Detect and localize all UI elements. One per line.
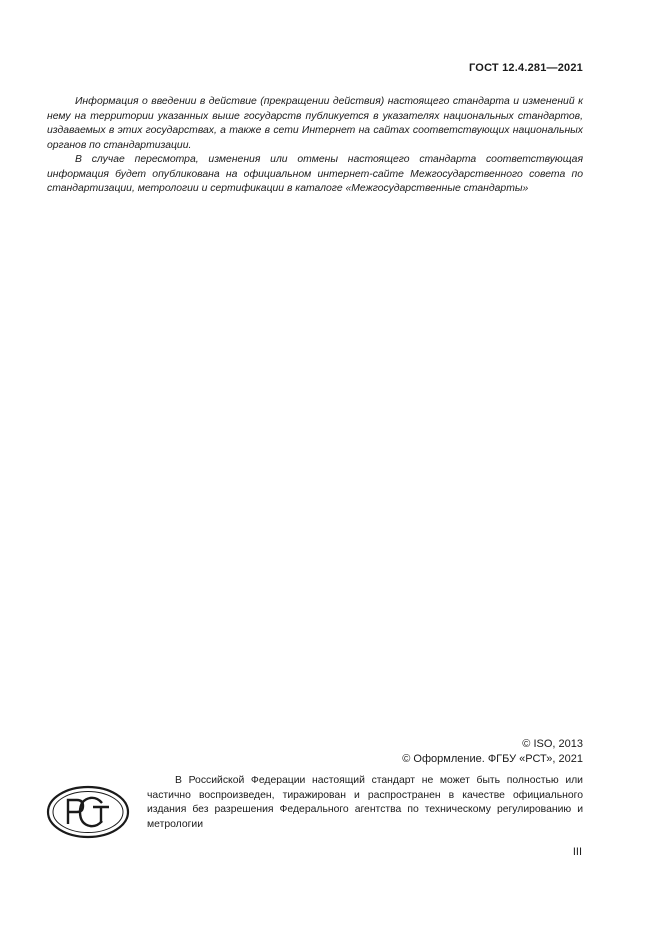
notice-text: В Российской Федерации настоящий стандарт не может быть полностью или частично воспроизведен, тиражирован и распространен в качестве официального издания без разрешения Федерального агентства по техническому регулированию и метрологии — [147, 775, 583, 830]
copyright-iso: © ISO, 2013 — [522, 738, 583, 750]
reproduction-notice — [147, 774, 583, 832]
copyright-design: © Оформление. ФГБУ «РСТ», 2021 — [402, 753, 583, 765]
document-code: ГОСТ 12.4.281—2021 — [469, 62, 583, 74]
info-paragraph: В случае пересмотра, изменения или отмены настоящего стандарта соответствующая информация будет опубликована на официальном интернет-сайте Межгосударственного совета по стандартизации, метрологии и сертификации в каталоге «Межгосударственные стандарты» — [47, 154, 583, 194]
publication-info — [47, 95, 583, 197]
info-paragraph: Информация о введении в действие (прекращении действия) настоящего стандарта и изменений к нему на территории указанных выше государств публикуется в указателях национальных стандартов, издаваемых в этих государствах, а также в сети Интернет на сайтах соответствующих национальных органов по стандартизации. — [47, 96, 583, 151]
rst-logo-icon — [46, 785, 130, 839]
page-number: III — [572, 846, 582, 858]
copyright-block — [402, 737, 583, 767]
